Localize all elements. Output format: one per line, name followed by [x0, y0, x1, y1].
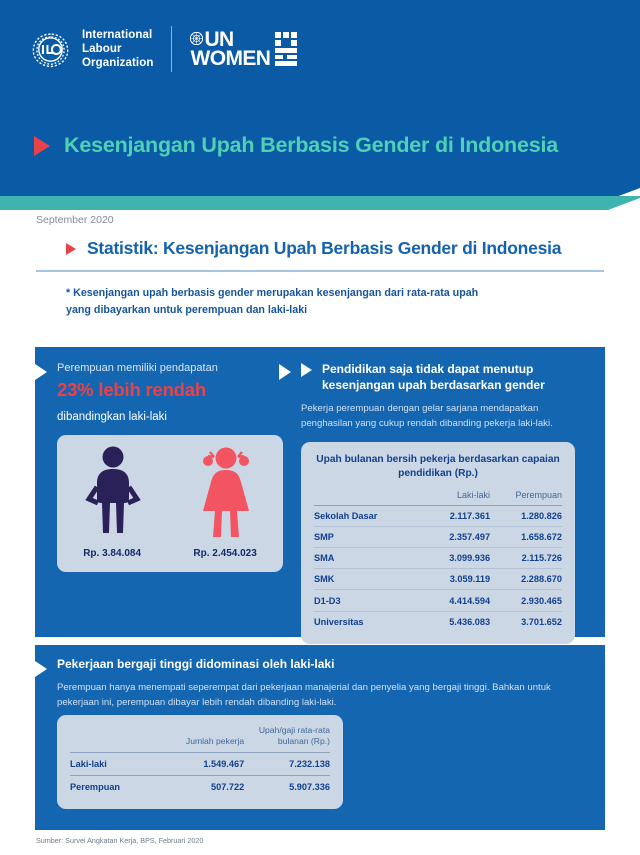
row-label: SMP [314, 526, 418, 547]
female-wage-caption: Rp. 2.454.023 [193, 547, 257, 559]
ilo-line-1: International [82, 28, 153, 41]
male-wage-caption: Rp. 3.84.084 [83, 547, 142, 559]
row-label: D1-D3 [314, 590, 418, 611]
education-body-text: Pekerja perempuan dengan gelar sarjana mendapatkan penghasilan yang cukup rendah dibanding pekerja laki-laki. [301, 403, 553, 429]
un-women-logo-text [190, 27, 271, 70]
education-heading: Pendidikan saja tidak dapat menutup kesenjangan upah berdasarkan gender [322, 362, 545, 393]
col-male: Laki-laki [457, 489, 491, 500]
high-paying-table-head [70, 725, 330, 753]
education-table [314, 490, 562, 632]
title-divider [36, 270, 604, 272]
col-avg-wage: Upah/gaji rata-rata bulanan (Rp.) [258, 725, 330, 747]
source-note: Sumber: Survei Angkatan Kerja, BPS, Februari 2020 [36, 836, 204, 845]
row-female-value: 1.658.672 [490, 526, 562, 547]
wage-gap-subkicker: dibandingkan laki-laki [57, 410, 167, 423]
wage-gap-percent: 23% [57, 378, 94, 400]
education-heading-row [301, 361, 587, 393]
row-male-value: 5.436.083 [418, 611, 490, 632]
high-paying-body-text: Perempuan hanya menempati seperempat dari pekerjaan manajerial dan penyelia yang bergaji tinggi. Bahkan untuk pekerjaan ini, perempuan dibayar lebih rendah dibanding laki-laki. [57, 682, 551, 708]
logo-bar [28, 26, 304, 72]
red-triangle-icon [66, 243, 76, 255]
table-header-row [70, 725, 330, 753]
education-table-title: Upah bulanan bersih pekerja berdasarkan capaian pendidikan (Rp.) [316, 454, 560, 479]
table-row [314, 548, 562, 569]
row-avg-wage: 5.907.336 [244, 776, 330, 799]
row-male-value: 3.099.936 [418, 548, 490, 569]
ilo-logo [28, 27, 153, 72]
un-women-un-text: UN [204, 27, 234, 51]
col-gender [70, 725, 158, 753]
row-worker-count: 1.549.467 [158, 753, 244, 776]
un-women-women-text: WOMEN [190, 47, 271, 70]
ilo-line-2: Labour [82, 42, 122, 55]
ilo-seal-icon [28, 27, 73, 72]
white-triangle-icon [301, 363, 312, 377]
row-label: SMK [314, 569, 418, 590]
row-avg-wage: 7.232.138 [244, 753, 330, 776]
hero-title: Kesenjangan Upah Berbasis Gender di Indonesia [64, 133, 558, 157]
table-row [314, 505, 562, 526]
education-table-body [314, 505, 562, 632]
high-paying-heading: Pekerjaan bergaji tinggi didominasi oleh laki-laki [57, 657, 335, 671]
row-female-value: 2.115.726 [490, 548, 562, 569]
female-figure-icon [195, 445, 257, 537]
high-paying-table [70, 725, 330, 798]
hero-title-row [34, 133, 558, 158]
document-title-row [66, 238, 561, 259]
row-label: Laki-laki [70, 753, 158, 776]
teal-accent-strip [0, 196, 640, 210]
col-education [314, 490, 418, 506]
row-male-value: 3.059.119 [418, 569, 490, 590]
ilo-logo-text [82, 28, 153, 70]
row-female-value: 2.930.465 [490, 590, 562, 611]
table-header-row [314, 490, 562, 506]
page-title: Statistik: Kesenjangan Upah Berbasis Gender di Indonesia [87, 238, 562, 258]
logo-divider [171, 26, 172, 72]
table-row [70, 753, 330, 776]
row-male-value: 2.357.497 [418, 526, 490, 547]
male-figure-icon [84, 445, 142, 537]
wage-gap-statistic [57, 379, 283, 401]
gender-figures [57, 445, 283, 537]
wage-gap-stat-rest: lebih rendah [93, 378, 206, 400]
un-women-logo [190, 27, 304, 70]
col-female: Perempuan [515, 489, 562, 500]
table-row [70, 776, 330, 799]
table-row [314, 569, 562, 590]
table-row [314, 611, 562, 632]
ilo-line-3: Organization [82, 57, 154, 69]
high-paying-table-body [70, 753, 330, 799]
row-label: Sekolah Dasar [314, 505, 418, 526]
footnote-text: * Kesenjangan upah berbasis gender merupakan kesenjangan dari rata-rata upah yang dibayarkan untuk perempuan dan laki-laki [66, 287, 479, 316]
high-paying-jobs-panel [35, 645, 605, 830]
high-paying-heading-row [57, 657, 334, 671]
un-women-grid-icon [274, 32, 304, 66]
red-triangle-icon [34, 136, 50, 156]
row-female-value: 1.280.826 [490, 505, 562, 526]
col-worker-count: Jumlah pekerja [185, 736, 245, 747]
row-female-value: 2.288.670 [490, 569, 562, 590]
education-column [301, 361, 587, 644]
row-male-value: 2.117.361 [418, 505, 490, 526]
row-female-value: 3.701.652 [490, 611, 562, 632]
white-triangle-icon [35, 364, 47, 380]
row-label: Universitas [314, 611, 418, 632]
wage-gap-kicker: Perempuan memiliki pendapatan [57, 362, 218, 374]
education-table-card [301, 442, 575, 644]
gender-figure-captions [57, 548, 283, 559]
row-label: SMA [314, 548, 418, 569]
row-male-value: 4.414.594 [418, 590, 490, 611]
education-table-head [314, 490, 562, 506]
publication-date: September 2020 [36, 214, 114, 226]
white-triangle-icon [35, 661, 47, 677]
table-row [314, 590, 562, 611]
high-paying-table-card [57, 715, 343, 809]
table-row [314, 526, 562, 547]
un-emblem-icon [190, 32, 203, 45]
row-label: Perempuan [70, 776, 158, 799]
stats-panel [35, 347, 605, 637]
row-worker-count: 507.722 [158, 776, 244, 799]
gender-figures-card [57, 435, 283, 572]
wage-gap-column [57, 361, 283, 572]
